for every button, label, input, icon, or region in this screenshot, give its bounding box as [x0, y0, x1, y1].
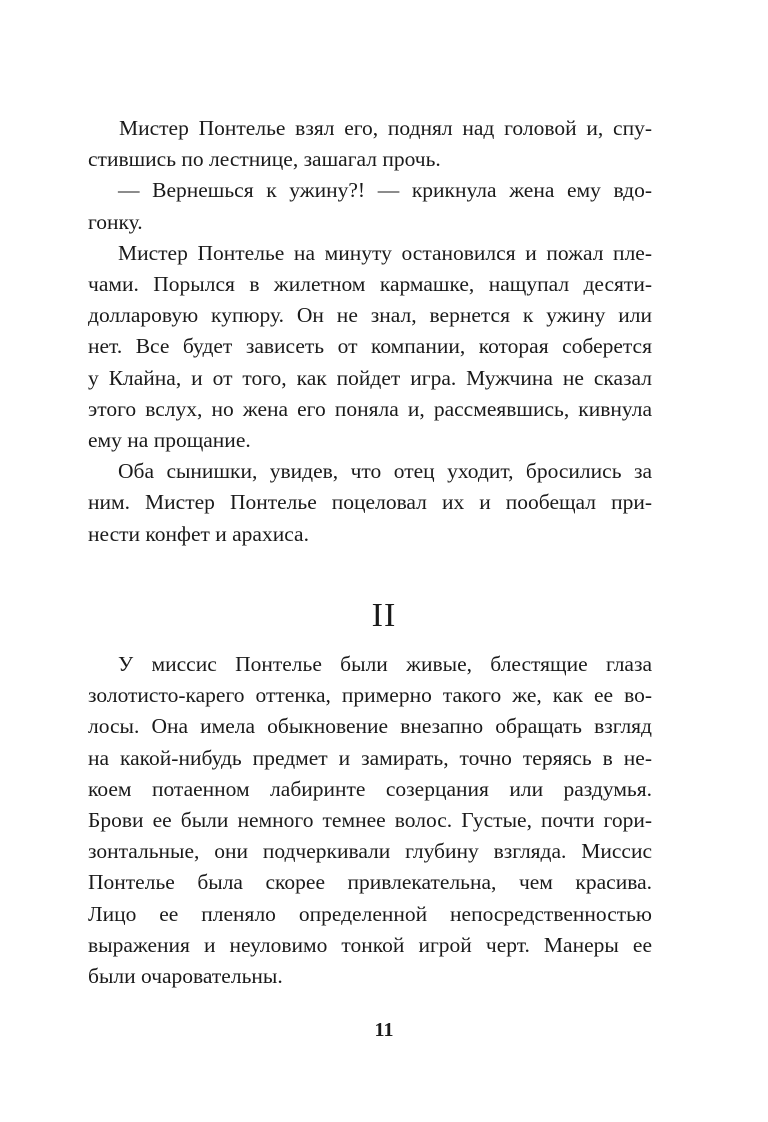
text-line: выражения и неуловимо тонкой игрой черт. Манеры ее [88, 932, 652, 957]
text-line: чами. Порылся в жилетном кармашке, нащупал десяти- [88, 272, 652, 297]
paragraph [88, 456, 652, 550]
text-line: этого вслух, но жена его поняла и, рассмеявшись, кивнула [88, 396, 652, 421]
paragraph [88, 649, 652, 992]
text-line: Брови ее были немного темнее волос. Густые, почти гори- [88, 808, 652, 833]
text-line: лосы. Она имела обыкновение внезапно обращать взгляд [88, 714, 652, 739]
paragraph [88, 113, 652, 175]
text-line: Мистер Понтелье взял его, поднял над головой и, спу- [119, 116, 652, 140]
text-line: на какой-нибудь предмет и замирать, точно теряясь в не- [88, 745, 652, 770]
text-line: Лицо ее пленяло определенной непосредственностью [88, 901, 652, 926]
text-line: коем потаенном лабиринте созерцания или раздумья. [88, 776, 652, 801]
text-line: нет. Все будет зависеть от компании, которая соберется [88, 334, 652, 359]
text-line: были очаровательны. [88, 964, 283, 989]
section-2-text [88, 649, 652, 992]
text-line: гонку. [88, 209, 143, 234]
text-line: — Вернешься к ужину?! — крикнула жена ему вдо- [118, 178, 652, 203]
text-line: Понтелье была скорее привлекательна, чем красива. [88, 870, 652, 895]
text-line: Мистер Понтелье на минуту остановился и пожал пле- [118, 240, 652, 265]
paragraph [88, 238, 652, 456]
chapter-heading: II [371, 597, 397, 634]
text-line: зонтальные, они подчеркивали глубину взгляда. Миссис [88, 839, 652, 864]
text-line: ему на прощание. [88, 428, 251, 453]
text-line: ним. Мистер Понтелье поцеловал их и пообещал при- [88, 490, 652, 515]
text-line: у Клайна, и от того, как пойдет игра. Мужчина не сказал [88, 365, 652, 390]
text-line: У миссис Понтелье были живые, блестящие глаза [118, 652, 652, 676]
text-line: долларовую купюру. Он не знал, вернется к ужину или [88, 303, 652, 328]
text-line: Оба сынишки, увидев, что отец уходит, бросились за [118, 459, 652, 484]
text-line: золотисто-карего оттенка, примерно такого же, как ее во- [88, 683, 652, 708]
section-1-text [88, 113, 652, 550]
paragraph [88, 175, 652, 237]
text-line: нести конфет и арахиса. [88, 521, 309, 546]
text-line: стившись по лестнице, зашагал прочь. [88, 147, 441, 172]
page-number: 11 [374, 1019, 394, 1041]
